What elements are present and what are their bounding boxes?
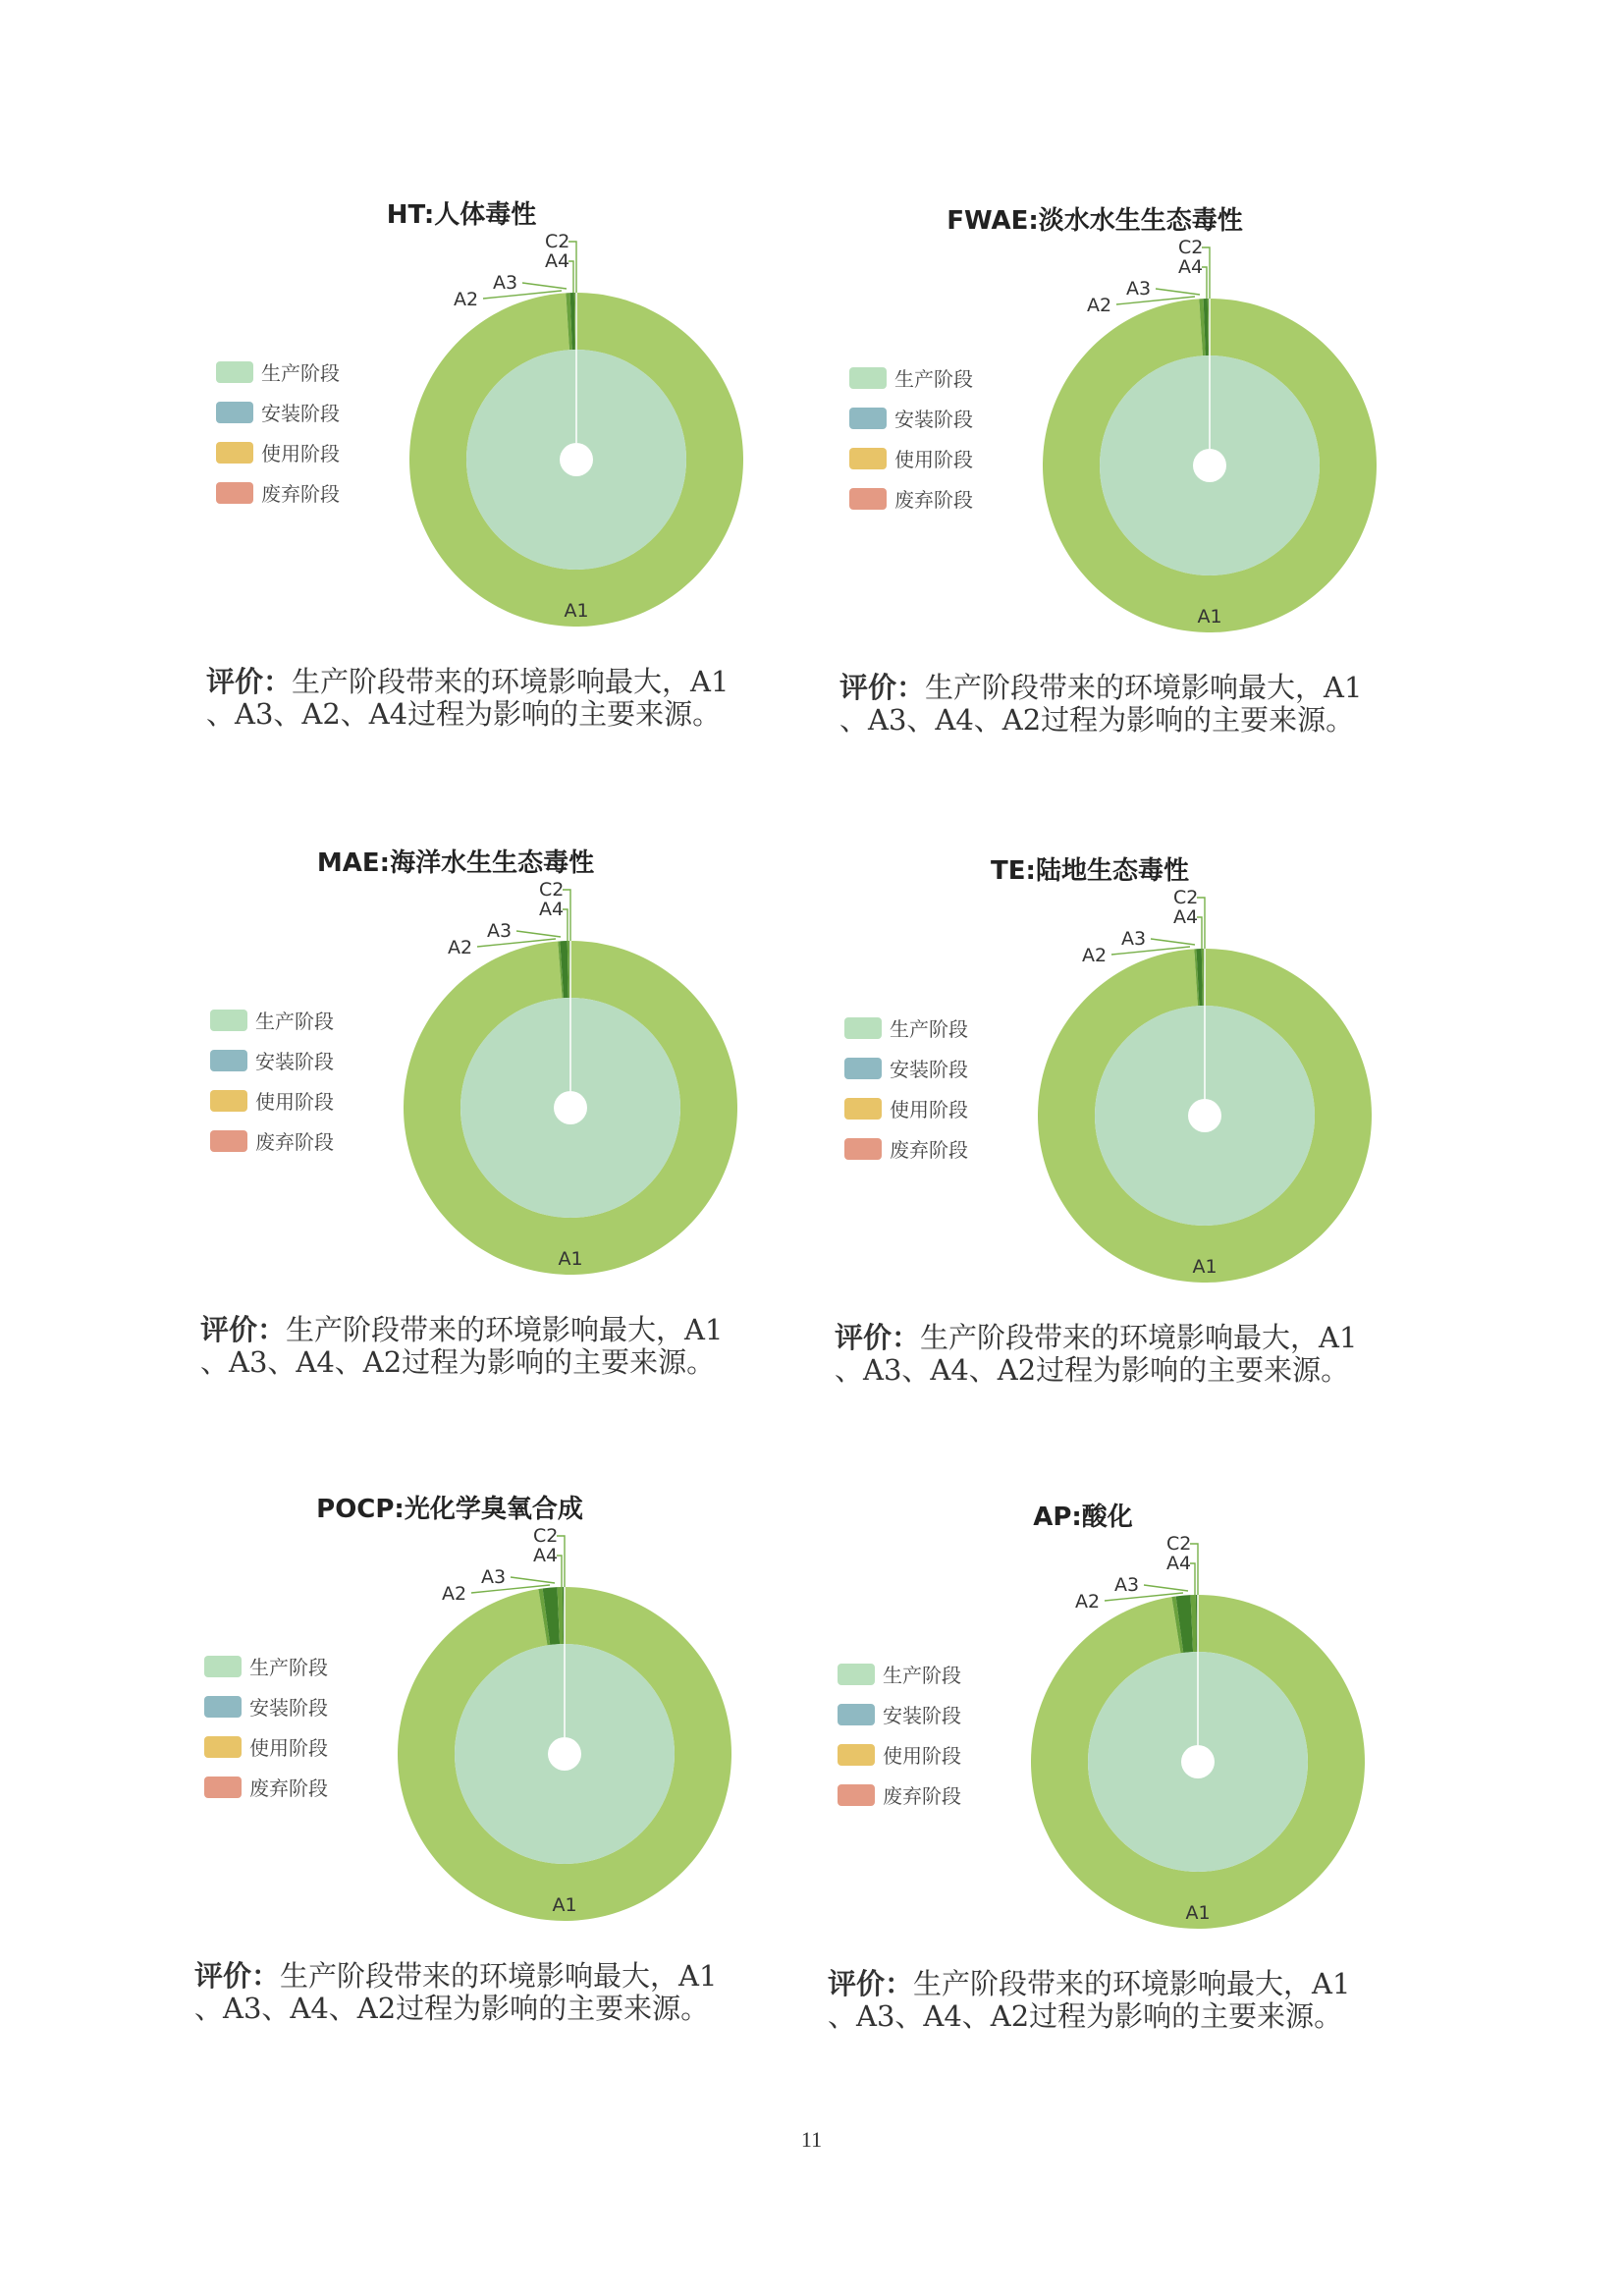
legend-swatch <box>849 408 887 429</box>
slice-label-a3: A3 <box>481 1566 507 1588</box>
legend-item[interactable] <box>844 1088 968 1128</box>
legend-item[interactable] <box>838 1775 961 1815</box>
legend-label: 生产阶段 <box>255 1010 334 1033</box>
evaluation-line <box>828 1968 1417 2000</box>
slice-label-a3: A3 <box>1126 278 1152 300</box>
legend-label: 废弃阶段 <box>890 1138 968 1162</box>
donut-hole <box>560 443 593 476</box>
legend-label: 安装阶段 <box>883 1704 961 1727</box>
evaluation-prefix: 评价： <box>194 1959 281 1993</box>
slice-label-a1: A1 <box>1185 1902 1211 1924</box>
legend-label: 安装阶段 <box>894 408 973 431</box>
legend-item[interactable] <box>216 432 340 472</box>
legend-swatch <box>216 482 253 504</box>
slice-label-c2: C2 <box>1173 887 1199 908</box>
legend-label: 安装阶段 <box>255 1050 334 1073</box>
slice-label-a3: A3 <box>1121 928 1147 950</box>
leader-line <box>516 931 561 937</box>
legend-item[interactable] <box>844 1008 968 1048</box>
slice-label-a3: A3 <box>487 920 513 942</box>
page-number: 11 <box>800 2127 823 2152</box>
legend-swatch <box>204 1777 242 1798</box>
legend-swatch <box>210 1010 247 1031</box>
legend-item[interactable] <box>216 392 340 432</box>
chart-panel <box>828 1497 1574 2086</box>
legend-swatch <box>216 361 253 383</box>
evaluation-line <box>835 1322 1424 1354</box>
slice-label-a2: A2 <box>1087 295 1112 316</box>
legend-label: 生产阶段 <box>883 1664 961 1687</box>
evaluation-line <box>194 1960 784 1993</box>
legend <box>844 1008 968 1169</box>
legend-item[interactable] <box>849 357 973 398</box>
evaluation-line-2: 、A3、A2、A4过程为影响的主要来源。 <box>206 697 722 731</box>
slice-label-a4: A4 <box>1166 1553 1192 1574</box>
slice-label-a4: A4 <box>533 1545 559 1566</box>
leader-line <box>1144 1585 1188 1591</box>
evaluation-prefix: 评价： <box>839 671 926 704</box>
chart-title: FWAE:淡水水生生态毒性 <box>947 206 1243 236</box>
legend-item[interactable] <box>210 1000 334 1040</box>
evaluation-line-1: 生产阶段带来的环境影响最大，A1 <box>286 1313 724 1346</box>
slice-label-a3: A3 <box>493 272 518 294</box>
evaluation-text <box>835 1322 1424 1387</box>
legend-swatch <box>849 448 887 469</box>
slice-label-c2: C2 <box>1178 237 1204 258</box>
slice-label-a2: A2 <box>1075 1591 1101 1613</box>
legend-swatch <box>216 402 253 423</box>
legend-label: 生产阶段 <box>261 361 340 385</box>
evaluation-line <box>206 666 795 698</box>
legend-swatch <box>204 1736 242 1758</box>
slice-label-a3: A3 <box>1114 1574 1140 1596</box>
legend-label: 废弃阶段 <box>894 488 973 512</box>
legend <box>849 357 973 519</box>
chart-title: POCP:光化学臭氧合成 <box>316 1495 583 1524</box>
legend-swatch <box>849 488 887 510</box>
evaluation-prefix: 评价： <box>200 1313 287 1346</box>
slice-label-a1: A1 <box>564 600 589 622</box>
legend-label: 废弃阶段 <box>255 1130 334 1154</box>
legend <box>838 1654 961 1815</box>
slice-label-c2: C2 <box>533 1525 559 1547</box>
slice-label-a1: A1 <box>1197 606 1222 628</box>
legend-item[interactable] <box>838 1654 961 1694</box>
legend-label: 安装阶段 <box>890 1058 968 1081</box>
donut-hole <box>554 1091 587 1124</box>
slice-label-a1: A1 <box>552 1894 577 1916</box>
evaluation-line-2: 、A3、A4、A2过程为影响的主要来源。 <box>200 1345 716 1379</box>
legend-label: 使用阶段 <box>261 442 340 465</box>
legend-item[interactable] <box>216 352 340 392</box>
evaluation-text <box>206 666 795 731</box>
legend-item[interactable] <box>838 1734 961 1775</box>
slice-label-c2: C2 <box>1166 1533 1192 1555</box>
leader-line <box>522 283 567 289</box>
chart-title: AP:酸化 <box>1033 1503 1133 1532</box>
legend-item[interactable] <box>210 1040 334 1080</box>
slice-label-a4: A4 <box>1173 906 1199 928</box>
evaluation-line-2: 、A3、A4、A2过程为影响的主要来源。 <box>835 1353 1350 1387</box>
evaluation-line-1: 生产阶段带来的环境影响最大，A1 <box>292 665 730 698</box>
legend-label: 安装阶段 <box>261 402 340 425</box>
legend-item[interactable] <box>210 1080 334 1121</box>
evaluation-text <box>828 1968 1417 2033</box>
chart-title: TE:陆地生态毒性 <box>991 856 1189 886</box>
legend-label: 生产阶段 <box>894 367 973 391</box>
slice-label-a4: A4 <box>539 899 565 920</box>
slice-label-c2: C2 <box>539 879 565 901</box>
chart-panel <box>839 200 1586 790</box>
chart-panel <box>835 850 1581 1440</box>
legend-label: 使用阶段 <box>883 1744 961 1768</box>
evaluation-prefix: 评价： <box>835 1321 921 1354</box>
chart-title: MAE:海洋水生生态毒性 <box>316 848 595 878</box>
donut-hole <box>1188 1099 1221 1132</box>
legend-item[interactable] <box>210 1121 334 1161</box>
slice-label-c2: C2 <box>545 231 570 252</box>
slice-label-a2: A2 <box>442 1583 467 1605</box>
evaluation-line-2: 、A3、A4、A2过程为影响的主要来源。 <box>839 703 1355 737</box>
legend-swatch <box>210 1130 247 1152</box>
legend-label: 废弃阶段 <box>883 1784 961 1808</box>
slice-label-a2: A2 <box>1082 945 1108 966</box>
legend-swatch <box>844 1058 882 1079</box>
legend-item[interactable] <box>849 398 973 438</box>
evaluation-text <box>839 672 1429 737</box>
legend <box>216 352 340 513</box>
legend-item[interactable] <box>849 438 973 478</box>
donut-hole <box>1193 449 1226 482</box>
legend-label: 使用阶段 <box>890 1098 968 1121</box>
evaluation-text <box>200 1314 789 1379</box>
legend-label: 安装阶段 <box>249 1696 328 1720</box>
slice-label-a1: A1 <box>1192 1256 1217 1278</box>
legend-swatch <box>849 367 887 389</box>
legend-label: 废弃阶段 <box>261 482 340 506</box>
legend-item[interactable] <box>838 1694 961 1734</box>
legend-swatch <box>838 1664 875 1685</box>
evaluation-line <box>200 1314 789 1346</box>
legend-swatch <box>844 1138 882 1160</box>
evaluation-line-1: 生产阶段带来的环境影响最大，A1 <box>280 1959 718 1993</box>
legend-label: 使用阶段 <box>255 1090 334 1114</box>
evaluation-line-1: 生产阶段带来的环境影响最大，A1 <box>920 1321 1358 1354</box>
leader-line <box>1151 939 1195 945</box>
legend-item[interactable] <box>849 478 973 519</box>
legend-swatch <box>838 1704 875 1725</box>
slice-label-a1: A1 <box>558 1248 583 1270</box>
slice-label-a2: A2 <box>448 937 473 958</box>
legend-swatch <box>844 1098 882 1120</box>
legend <box>204 1646 328 1807</box>
legend-item[interactable] <box>204 1646 328 1686</box>
slice-label-a2: A2 <box>454 289 479 310</box>
slice-label-a4: A4 <box>1178 256 1204 278</box>
donut-hole <box>1181 1745 1215 1778</box>
legend-label: 使用阶段 <box>894 448 973 471</box>
leader-line <box>1156 289 1200 295</box>
legend-swatch <box>216 442 253 464</box>
legend-label: 废弃阶段 <box>249 1777 328 1800</box>
legend-swatch <box>204 1696 242 1718</box>
evaluation-prefix: 评价： <box>828 1967 914 2000</box>
legend-swatch <box>838 1784 875 1806</box>
evaluation-line-1: 生产阶段带来的环境影响最大，A1 <box>913 1967 1351 2000</box>
legend-swatch <box>838 1744 875 1766</box>
legend-label: 使用阶段 <box>249 1736 328 1760</box>
legend-label: 生产阶段 <box>249 1656 328 1679</box>
leader-line <box>511 1577 555 1583</box>
evaluation-line-2: 、A3、A4、A2过程为影响的主要来源。 <box>194 1992 710 2025</box>
chart-title: HT:人体毒性 <box>386 200 537 230</box>
legend-label: 生产阶段 <box>890 1017 968 1041</box>
legend-item[interactable] <box>204 1686 328 1726</box>
slice-label-a4: A4 <box>545 250 570 272</box>
legend-item[interactable] <box>844 1128 968 1169</box>
legend-item[interactable] <box>204 1726 328 1767</box>
donut-hole <box>548 1737 581 1771</box>
legend-swatch <box>204 1656 242 1677</box>
evaluation-line-2: 、A3、A4、A2过程为影响的主要来源。 <box>828 1999 1343 2033</box>
evaluation-line-1: 生产阶段带来的环境影响最大，A1 <box>925 671 1363 704</box>
legend-swatch <box>210 1090 247 1112</box>
legend-item[interactable] <box>216 472 340 513</box>
legend-item[interactable] <box>844 1048 968 1088</box>
legend <box>210 1000 334 1161</box>
evaluation-text <box>194 1960 784 2025</box>
legend-swatch <box>844 1017 882 1039</box>
legend-item[interactable] <box>204 1767 328 1807</box>
legend-swatch <box>210 1050 247 1071</box>
evaluation-prefix: 评价： <box>206 665 293 698</box>
evaluation-line <box>839 672 1429 704</box>
